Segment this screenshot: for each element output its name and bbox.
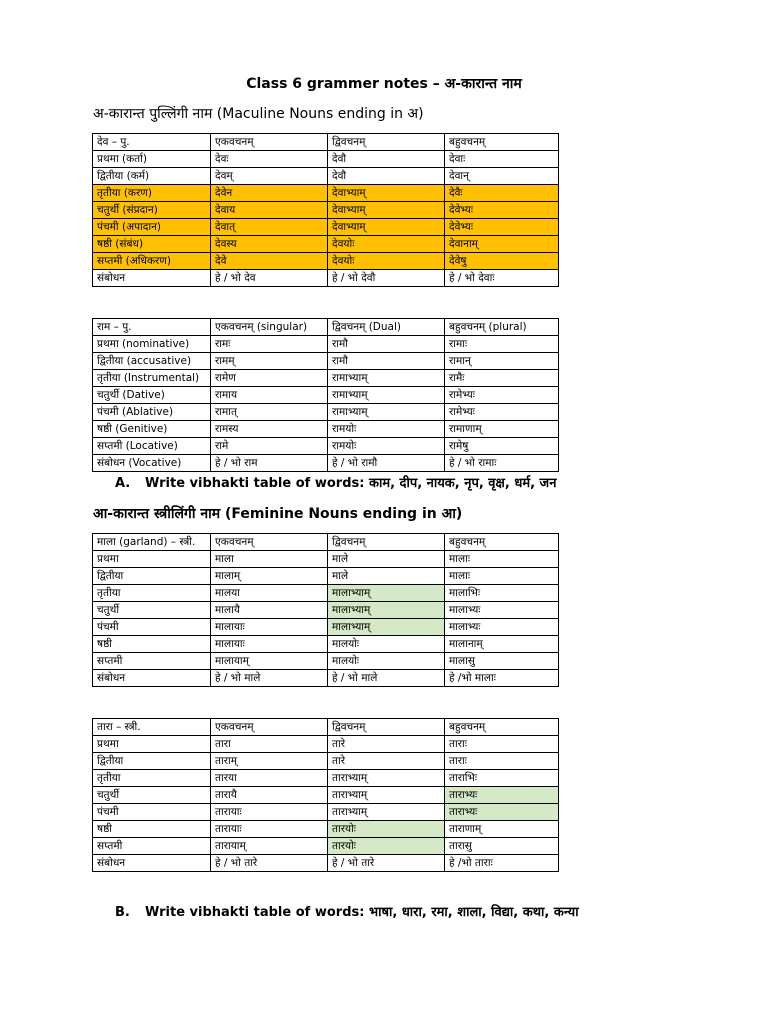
form-cell: ताराभिः: [445, 770, 559, 787]
form-cell: रामयोः: [328, 438, 445, 455]
case-label-cell: चतुर्थी (Dative): [93, 387, 211, 404]
form-cell: मालायै: [211, 602, 328, 619]
table-row: [93, 151, 559, 168]
page-title: Class 6 grammer notes – अ-कारान्त नाम: [246, 76, 522, 92]
table-row: [93, 353, 559, 370]
case-label-cell: तृतीया (Instrumental): [93, 370, 211, 387]
form-cell: ताराभ्याम्: [328, 804, 445, 821]
form-cell: मालानाम्: [445, 636, 559, 653]
case-label-cell: षष्ठी (Genitive): [93, 421, 211, 438]
form-cell: माले: [328, 568, 445, 585]
table-row: [93, 185, 559, 202]
section-heading-masculine-devanagari: अ-कारान्त पुल्लिंगी नाम: [93, 106, 213, 122]
section-heading-masculine: [93, 103, 424, 125]
table-row: [93, 753, 559, 770]
form-cell: तारायै: [211, 787, 328, 804]
instruction-a: [115, 474, 556, 494]
case-label-cell: चतुर्थी: [93, 602, 211, 619]
form-cell: रामेण: [211, 370, 328, 387]
form-cell: रामेषु: [445, 438, 559, 455]
table-row: [93, 336, 559, 353]
form-cell: मालया: [211, 585, 328, 602]
case-label-cell: तृतीया: [93, 770, 211, 787]
form-cell: हे / भो रामौ: [328, 455, 445, 472]
table-header-row: [93, 534, 559, 551]
form-cell: माले: [328, 551, 445, 568]
form-cell: ताराः: [445, 753, 559, 770]
form-cell: देवस्य: [211, 236, 328, 253]
form-cell: हे / भो राम: [211, 455, 328, 472]
form-cell: हे / भो तारे: [211, 855, 328, 872]
form-cell: देवाभ्याम्: [328, 219, 445, 236]
form-cell: हे /भो मालाः: [445, 670, 559, 687]
declension-table-tara: [92, 718, 559, 872]
form-cell: ताराम्: [211, 753, 328, 770]
case-label-cell: प्रथमा (कर्ता): [93, 151, 211, 168]
table-row: [93, 736, 559, 753]
form-cell: देवान्: [445, 168, 559, 185]
table-row: [93, 202, 559, 219]
form-cell: तारयोः: [328, 838, 445, 855]
case-label-cell: संबोधन: [93, 670, 211, 687]
table-row: [93, 236, 559, 253]
form-cell: एकवचनम् (singular): [211, 319, 328, 336]
form-cell: देवाभ्याम्: [328, 202, 445, 219]
form-cell: ताराः: [445, 736, 559, 753]
case-label-cell: षष्ठी: [93, 821, 211, 838]
form-cell: मालाभ्याम्: [328, 619, 445, 636]
table-row: [93, 551, 559, 568]
form-cell: रामेभ्यः: [445, 387, 559, 404]
form-cell: देवेन: [211, 185, 328, 202]
form-cell: देवेभ्यः: [445, 219, 559, 236]
table-header-row: [93, 134, 559, 151]
form-cell: मालायाः: [211, 636, 328, 653]
table-row: [93, 219, 559, 236]
case-label-cell: सप्तमी: [93, 653, 211, 670]
form-cell: माला: [211, 551, 328, 568]
table-row: [93, 370, 559, 387]
table-row: [93, 804, 559, 821]
form-cell: एकवचनम्: [211, 534, 328, 551]
form-cell: मालायाम्: [211, 653, 328, 670]
table-row: [93, 855, 559, 872]
table-row: [93, 838, 559, 855]
form-cell: तारायाः: [211, 821, 328, 838]
table-row: [93, 787, 559, 804]
case-label-cell: संबोधन (Vocative): [93, 455, 211, 472]
table-row: [93, 636, 559, 653]
table-row: [93, 270, 559, 287]
form-cell: हे / भो देव: [211, 270, 328, 287]
table-row: [93, 653, 559, 670]
form-cell: रामाभ्याम्: [328, 387, 445, 404]
form-cell: तारासु: [445, 838, 559, 855]
form-cell: तारायाः: [211, 804, 328, 821]
form-cell: तारया: [211, 770, 328, 787]
form-cell: मालाम्: [211, 568, 328, 585]
form-cell: रामात्: [211, 404, 328, 421]
form-cell: देवेषु: [445, 253, 559, 270]
form-cell: तारे: [328, 736, 445, 753]
form-cell: देवाय: [211, 202, 328, 219]
form-cell: मालायाः: [211, 619, 328, 636]
table-row: [93, 821, 559, 838]
table-header-row: [93, 719, 559, 736]
form-cell: हे /भो ताराः: [445, 855, 559, 872]
case-label-cell: तृतीया: [93, 585, 211, 602]
form-cell: रामम्: [211, 353, 328, 370]
form-cell: देवात्: [211, 219, 328, 236]
form-cell: देवाभ्याम्: [328, 185, 445, 202]
declension-table-deva: [92, 133, 559, 287]
instruction-a-marker: A.: [115, 476, 131, 491]
table-row: [93, 387, 559, 404]
form-cell: देवानाम्: [445, 236, 559, 253]
form-cell: रामौ: [328, 353, 445, 370]
form-cell: रामौ: [328, 336, 445, 353]
case-label-cell: संबोधन: [93, 270, 211, 287]
form-cell: रामाभ्याम्: [328, 370, 445, 387]
form-cell: मालाः: [445, 568, 559, 585]
form-cell: बहुवचनम्: [445, 134, 559, 151]
instruction-b-marker: B.: [115, 905, 130, 920]
form-cell: ताराभ्याम्: [328, 770, 445, 787]
case-label-cell: माला (garland) – स्त्री.: [93, 534, 211, 551]
form-cell: तारयोः: [328, 821, 445, 838]
form-cell: ताराभ्यः: [445, 787, 559, 804]
form-cell: हे / भो देवौ: [328, 270, 445, 287]
case-label-cell: चतुर्थी: [93, 787, 211, 804]
case-label-cell: पंचमी: [93, 804, 211, 821]
case-label-cell: सप्तमी (Locative): [93, 438, 211, 455]
form-cell: द्विवचनम्: [328, 134, 445, 151]
form-cell: तारा: [211, 736, 328, 753]
case-label-cell: षष्ठी (संबंध): [93, 236, 211, 253]
table-row: [93, 404, 559, 421]
form-cell: मालाभ्याम्: [328, 585, 445, 602]
form-cell: बहुवचनम् (plural): [445, 319, 559, 336]
section-heading-masculine-english: (Maculine Nouns ending in अ): [212, 106, 424, 122]
form-cell: देवयोः: [328, 236, 445, 253]
table-row: [93, 602, 559, 619]
form-cell: देवैः: [445, 185, 559, 202]
table-row: [93, 438, 559, 455]
table-row: [93, 455, 559, 472]
form-cell: देवेभ्यः: [445, 202, 559, 219]
form-cell: देवः: [211, 151, 328, 168]
table-row: [93, 619, 559, 636]
case-label-cell: प्रथमा: [93, 551, 211, 568]
form-cell: हे / भो देवाः: [445, 270, 559, 287]
table-row: [93, 168, 559, 185]
case-label-cell: षष्ठी: [93, 636, 211, 653]
form-cell: रामाः: [445, 336, 559, 353]
instruction-b-text: Write vibhakti table of words: भाषा, धारा, रमा, शाला, विद्या, कथा, कन्या: [145, 905, 579, 920]
form-cell: देवयोः: [328, 253, 445, 270]
form-cell: हे / भो तारे: [328, 855, 445, 872]
form-cell: मालासु: [445, 653, 559, 670]
form-cell: मालाभ्याम्: [328, 602, 445, 619]
case-label-cell: राम – पु.: [93, 319, 211, 336]
declension-table-mala: [92, 533, 559, 687]
case-label-cell: द्वितीया: [93, 753, 211, 770]
table-row: [93, 770, 559, 787]
form-cell: रामेभ्यः: [445, 404, 559, 421]
form-cell: देवौ: [328, 151, 445, 168]
instruction-a-text: Write vibhakti table of words: काम, दीप, नायक, नृप, वृक्ष, धर्म, जन: [145, 476, 557, 491]
form-cell: हे / भो रामाः: [445, 455, 559, 472]
case-label-cell: चतुर्थी (संप्रदान): [93, 202, 211, 219]
form-cell: मालयोः: [328, 636, 445, 653]
form-cell: रामाभ्याम्: [328, 404, 445, 421]
form-cell: रामान्: [445, 353, 559, 370]
form-cell: रामैः: [445, 370, 559, 387]
instruction-b: [115, 903, 579, 923]
form-cell: रामः: [211, 336, 328, 353]
table-row: [93, 585, 559, 602]
section-heading-feminine: आ-कारान्त स्त्रीलिंगी नाम (Feminine Nouns ending in आ): [93, 506, 463, 522]
form-cell: मालाः: [445, 551, 559, 568]
form-cell: एकवचनम्: [211, 719, 328, 736]
form-cell: रामे: [211, 438, 328, 455]
case-label-cell: देव – पु.: [93, 134, 211, 151]
form-cell: तारे: [328, 753, 445, 770]
case-label-cell: संबोधन: [93, 855, 211, 872]
form-cell: देवाः: [445, 151, 559, 168]
form-cell: तारायाम्: [211, 838, 328, 855]
form-cell: द्विवचनम्: [328, 719, 445, 736]
declension-table-rama: [92, 318, 559, 472]
form-cell: रामाय: [211, 387, 328, 404]
table-row: [93, 670, 559, 687]
form-cell: मालाभिः: [445, 585, 559, 602]
case-label-cell: प्रथमा (nominative): [93, 336, 211, 353]
form-cell: एकवचनम्: [211, 134, 328, 151]
table-row: [93, 421, 559, 438]
case-label-cell: सप्तमी: [93, 838, 211, 855]
case-label-cell: पंचमी (Ablative): [93, 404, 211, 421]
case-label-cell: द्वितीया: [93, 568, 211, 585]
case-label-cell: पंचमी: [93, 619, 211, 636]
case-label-cell: तृतीया (करण): [93, 185, 211, 202]
table-header-row: [93, 319, 559, 336]
form-cell: हे / भो माले: [328, 670, 445, 687]
form-cell: देवे: [211, 253, 328, 270]
case-label-cell: सप्तमी (अधिकरण): [93, 253, 211, 270]
case-label-cell: तारा – स्त्री.: [93, 719, 211, 736]
case-label-cell: प्रथमा: [93, 736, 211, 753]
form-cell: द्विवचनम्: [328, 534, 445, 551]
form-cell: रामाणाम्: [445, 421, 559, 438]
form-cell: ताराभ्यः: [445, 804, 559, 821]
form-cell: ताराणाम्: [445, 821, 559, 838]
form-cell: मालयोः: [328, 653, 445, 670]
form-cell: रामस्य: [211, 421, 328, 438]
form-cell: ताराभ्याम्: [328, 787, 445, 804]
case-label-cell: पंचमी (अपादान): [93, 219, 211, 236]
form-cell: बहुवचनम्: [445, 534, 559, 551]
form-cell: द्विवचनम् (Dual): [328, 319, 445, 336]
form-cell: बहुवचनम्: [445, 719, 559, 736]
case-label-cell: द्वितीया (accusative): [93, 353, 211, 370]
case-label-cell: द्वितीया (कर्म): [93, 168, 211, 185]
form-cell: देवम्: [211, 168, 328, 185]
form-cell: मालाभ्यः: [445, 602, 559, 619]
form-cell: रामयोः: [328, 421, 445, 438]
form-cell: हे / भो माले: [211, 670, 328, 687]
table-row: [93, 253, 559, 270]
form-cell: देवौ: [328, 168, 445, 185]
table-row: [93, 568, 559, 585]
form-cell: मालाभ्यः: [445, 619, 559, 636]
